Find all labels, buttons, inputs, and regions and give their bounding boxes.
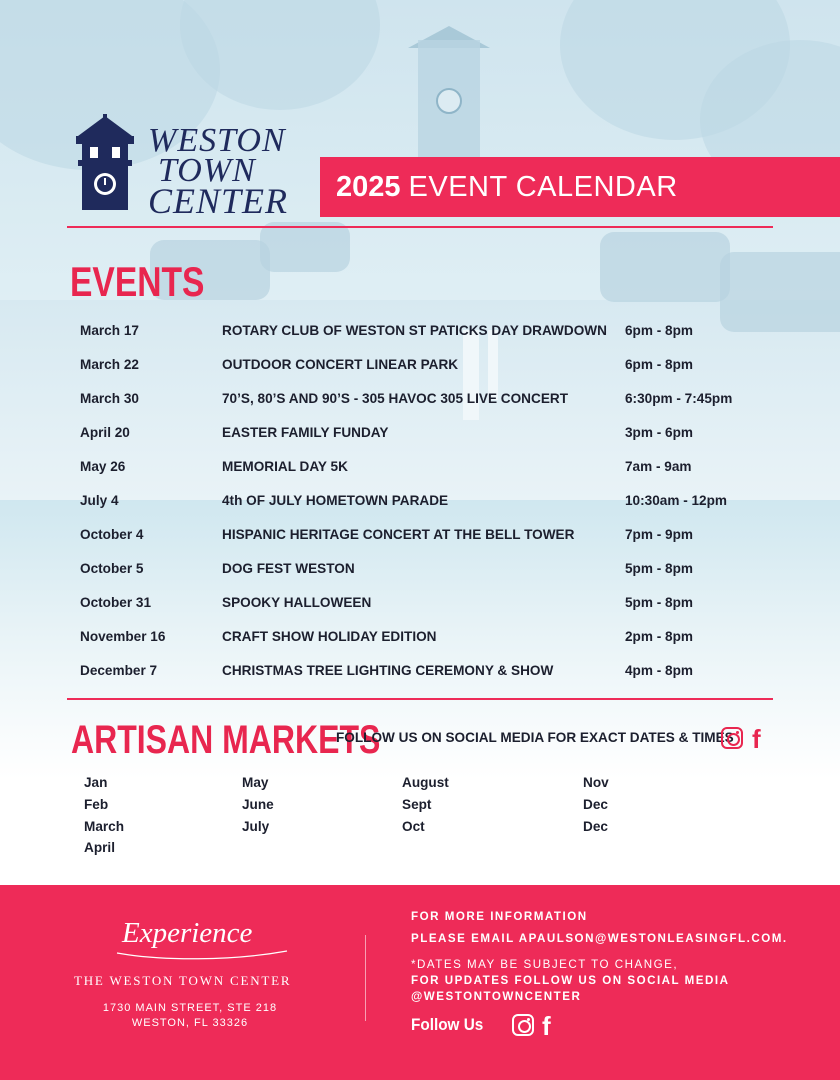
event-name: 4th OF JULY HOMETOWN PARADE [222,493,449,509]
market-month: July [242,818,270,834]
info-email-line[interactable]: PLEASE EMAIL APAULSON@WESTONLEASINGFL.COM. [411,932,788,945]
market-month: May [242,775,269,790]
event-date: July 4 [80,493,119,509]
months-column-3 [402,772,449,837]
event-name: DOG FEST WESTON [222,561,355,577]
swash-decoration [112,947,292,967]
instagram-icon[interactable] [721,727,743,749]
event-row [80,347,780,381]
market-month: Dec [583,818,608,834]
social-follow-note: FOLLOW US ON SOCIAL MEDIA FOR EXACT DATES & TIMES [336,730,734,745]
event-date: April 20 [80,424,130,440]
events-heading: EVENTS [70,258,205,305]
event-row [80,552,780,586]
event-row [80,449,780,483]
info-line-1: FOR MORE INFORMATION [411,910,588,923]
event-date: May 26 [80,458,126,474]
event-date: March 30 [80,390,139,406]
event-time: 6:30pm - 7:45pm [625,390,733,406]
market-month: Sept [402,796,432,812]
market-month: Dec [583,796,608,812]
event-name: ROTARY CLUB OF WESTON ST PATICKS DAY DRAWDOWN [222,322,607,338]
facebook-icon[interactable]: f [752,724,761,754]
event-name: EASTER FAMILY FUNDAY [222,424,389,440]
market-month: June [242,796,274,812]
event-time: 5pm - 8pm [625,595,693,611]
middle-divider [67,698,773,700]
event-row [80,381,780,415]
event-name: 70’S, 80’S AND 90’S - 305 HAVOC 305 LIVE CONCERT [222,390,569,406]
event-date: October 5 [80,561,144,577]
note-line-1: *DATES MAY BE SUBJECT TO CHANGE, [411,958,679,971]
footer-divider [365,935,366,1021]
event-row [80,620,780,654]
follow-us-label: Follow Us [411,1015,484,1034]
event-date: November 16 [80,629,166,645]
experience-script: Experience [122,917,253,949]
note-line-2: FOR UPDATES FOLLOW US ON SOCIAL MEDIA [411,974,730,987]
event-name: MEMORIAL DAY 5K [222,458,348,474]
event-row [80,586,780,620]
event-time: 3pm - 6pm [625,424,693,440]
event-time: 10:30am - 12pm [625,493,728,509]
event-time: 6pm - 8pm [625,322,693,338]
event-name: SPOOKY HALLOWEEN [222,595,372,611]
weston-town-center-logo [70,114,310,219]
event-name: CRAFT SHOW HOLIDAY EDITION [222,629,437,645]
top-divider [67,226,773,228]
months-column-1 [84,772,124,859]
event-name: OUTDOOR CONCERT LINEAR PARK [222,356,459,372]
events-list [80,313,780,688]
event-row [80,518,780,552]
event-date: October 4 [80,527,144,543]
event-row [80,483,780,517]
logo-word-1: WESTON [148,122,286,159]
event-time: 6pm - 8pm [625,356,693,372]
social-handle[interactable]: @WESTONTOWNCENTER [411,990,582,1003]
market-month: Feb [84,796,109,812]
market-month: Oct [402,818,425,834]
logo-word-2: TOWN [158,152,256,189]
footer [0,885,840,1080]
event-date: October 31 [80,595,152,611]
bell-tower-icon [70,114,140,214]
event-date: December 7 [80,663,158,679]
market-month: Jan [84,775,108,790]
event-time: 2pm - 8pm [625,629,693,645]
footer-instagram-icon[interactable] [512,1014,534,1036]
event-time: 4pm - 8pm [625,663,693,679]
address-line-1: 1730 MAIN STREET, STE 218 [102,1002,278,1014]
months-column-2 [242,772,274,837]
market-month: August [402,775,449,790]
event-date: March 22 [80,356,139,372]
event-name: HISPANIC HERITAGE CONCERT AT THE BELL TOWER [222,527,575,543]
market-month: Nov [583,775,609,790]
artisan-markets-heading: ARTISAN MARKETS [71,718,381,762]
logo-word-3: CENTER [148,181,289,221]
event-name: CHRISTMAS TREE LIGHTING CEREMONY & SHOW [222,663,554,679]
months-column-4 [583,772,609,837]
market-month: April [84,840,115,856]
title-year: 2025 [336,170,401,203]
place-name: THE WESTON TOWN CENTER [74,973,292,988]
event-time: 5pm - 8pm [625,561,693,577]
event-row [80,654,780,688]
title-text: EVENT CALENDAR [408,170,678,203]
market-month: March [84,818,125,834]
footer-facebook-icon[interactable]: f [542,1011,551,1041]
event-row [80,415,780,449]
address-line-2: WESTON, FL 33326 [131,1017,249,1029]
page-title [320,157,840,217]
event-row [80,313,780,347]
event-date: March 17 [80,322,139,338]
event-time: 7pm - 9pm [625,527,693,543]
event-time: 7am - 9am [625,458,692,474]
